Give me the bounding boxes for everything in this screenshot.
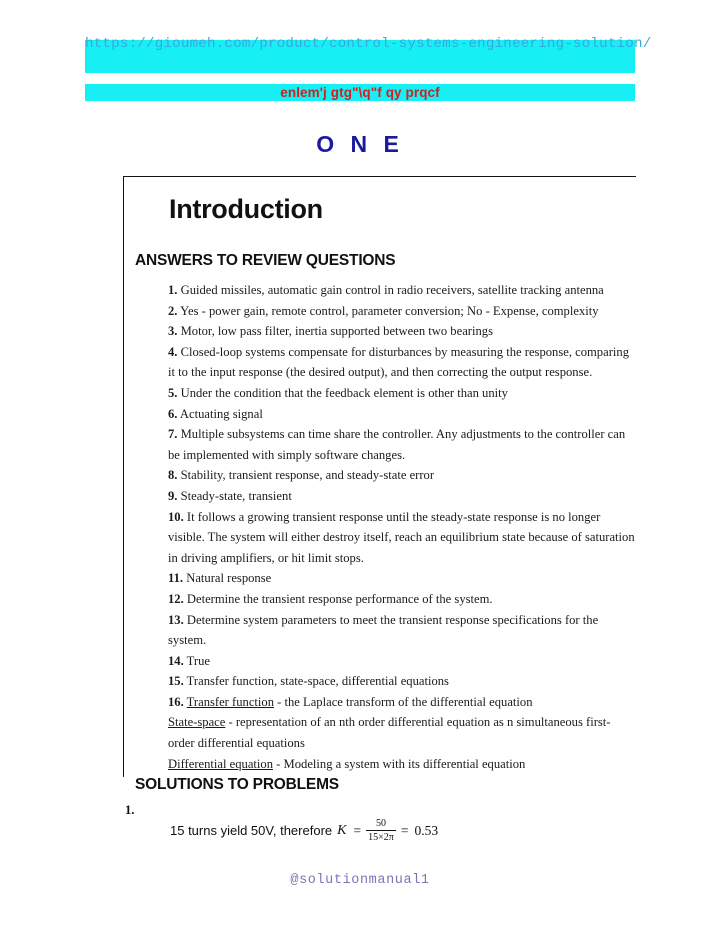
footer-watermark: @solutionmanual1 — [290, 873, 430, 888]
math-result: 0.53 — [414, 822, 439, 838]
answer-item — [168, 568, 636, 589]
answer-number: 9. — [168, 488, 178, 503]
definition-item — [168, 754, 636, 775]
answer-item — [168, 465, 636, 486]
answer-text: Under the condition that the feedback element is other than unity — [180, 385, 508, 400]
math-equals-2: = — [400, 822, 409, 838]
answer-item — [168, 507, 636, 569]
answer-number: 1. — [168, 283, 178, 297]
answer-item — [168, 424, 636, 465]
answer-number: 2. — [168, 303, 178, 318]
answer-number: 11. — [168, 571, 184, 586]
answer-text: Steady-state, transient — [180, 488, 292, 503]
answer-text: Determine system parameters to meet the transient response specifications for the system. — [168, 612, 599, 648]
problem-number: 1. — [125, 803, 135, 817]
problem-solution-line — [170, 818, 438, 843]
source-url[interactable]: https://gioumeh.com/product/control-systems-engineering-solution/ — [85, 36, 652, 52]
answer-number: 10. — [168, 509, 184, 524]
answer-number: 14. — [168, 653, 184, 668]
answer-item — [168, 486, 636, 507]
answer-item — [168, 280, 636, 301]
answer-item — [168, 321, 636, 342]
answer-text: Transfer function, state-space, differential equations — [186, 674, 449, 689]
answer-text: Natural response — [186, 571, 272, 586]
answer-item — [168, 589, 636, 610]
math-symbol-k: K — [337, 822, 347, 838]
answer-text: Guided missiles, automatic gain control in radio receivers, satellite tracking antenna — [180, 283, 604, 297]
answer-item — [168, 342, 636, 383]
answer-number: 15. — [168, 674, 184, 689]
answer-text: Stability, transient response, and steady-state error — [180, 468, 435, 483]
answer-number: 6. — [168, 406, 178, 421]
chapter-label: O N E — [316, 131, 404, 157]
answer-text: Motor, low pass filter, inertia supported between two bearings — [180, 324, 493, 339]
math-fraction — [366, 818, 396, 843]
answer-text: Multiple subsystems can time share the controller. Any adjustments to the controller can be implemented with simply software changes. — [168, 427, 626, 462]
definition-term: Differential equation — [168, 756, 274, 771]
definition-item — [168, 692, 636, 713]
answer-item — [168, 610, 636, 651]
answer-number: 7. — [168, 427, 178, 442]
answer-number: 12. — [168, 591, 184, 606]
definition-text: - Modeling a system with its differential equation — [273, 756, 526, 771]
answer-number: 8. — [168, 468, 178, 483]
answer-number: 4. — [168, 344, 178, 359]
definition-term: State-space — [168, 715, 226, 730]
answer-item — [168, 383, 636, 404]
fraction-denominator: 15×2π — [368, 832, 394, 843]
solutions-section-heading: SOLUTIONS TO PROBLEMS — [135, 776, 339, 793]
answer-item — [168, 301, 636, 322]
answer-item — [168, 671, 636, 692]
page-title: Introduction — [169, 194, 323, 224]
answer-text: True — [186, 653, 211, 668]
answer-number: 5. — [168, 385, 178, 400]
answer-item — [168, 404, 636, 425]
math-equals-1: = — [353, 822, 362, 838]
definition-text: - representation of an nth order differential equation as n simultaneous first-order differential equations — [168, 715, 611, 751]
banner-subtitle: enlem'j gtg"\q"f qy prqcf — [280, 85, 440, 100]
answers-section-heading: ANSWERS TO REVIEW QUESTIONS — [135, 252, 396, 269]
fraction-numerator: 50 — [375, 818, 386, 829]
answer-text: Actuating signal — [179, 406, 263, 421]
problem-statement: 15 turns yield 50V, therefore — [170, 823, 333, 838]
answer-text: It follows a growing transient response until the steady-state response is no longer visible. The system will either destroy itself, reach an equilibrium state because of saturation in driving amplifiers, or hit limit stops. — [168, 509, 635, 565]
answer-item — [168, 651, 636, 672]
definition-term: Transfer function — [186, 694, 274, 709]
answer-text: Closed-loop systems compensate for disturbances by measuring the response, comparing it to the input response (the desired output), and then correcting the output response. — [168, 344, 629, 380]
answer-text: Determine the transient response performance of the system. — [186, 591, 493, 606]
answer-number: 3. — [168, 324, 178, 339]
answers-list — [168, 280, 636, 774]
answer-text: Yes - power gain, remote control, parameter conversion; No - Expense, complexity — [180, 303, 599, 318]
definition-text: - the Laplace transform of the differential equation — [274, 694, 533, 709]
answer-number: 13. — [168, 612, 184, 627]
definition-item — [168, 712, 636, 753]
definition-number: 16. — [168, 694, 184, 709]
